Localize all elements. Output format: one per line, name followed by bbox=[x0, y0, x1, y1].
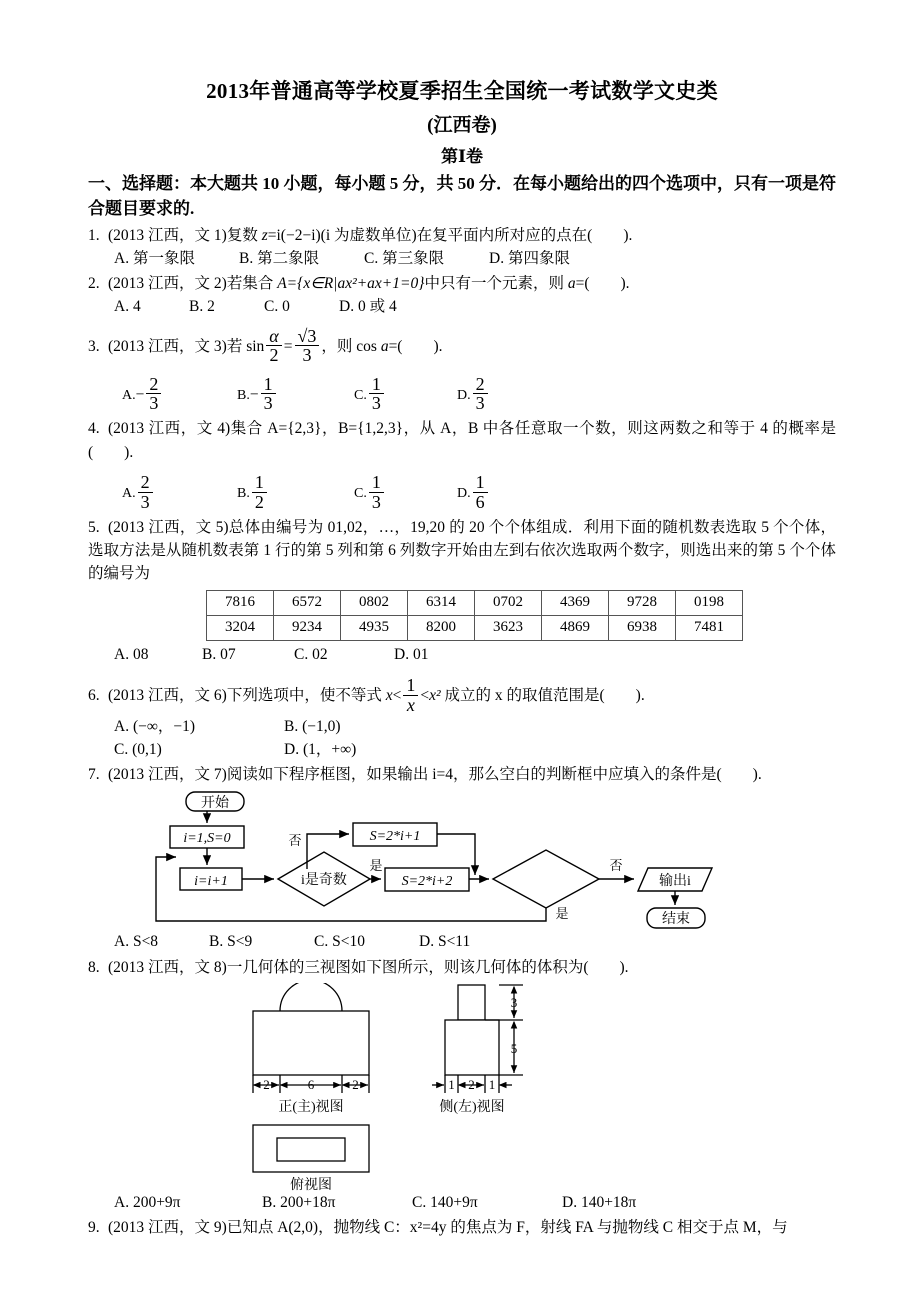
question-1-option-c[interactable]: C. 第三象限 bbox=[364, 249, 445, 267]
flowchart-increment-label: i=i+1 bbox=[194, 874, 228, 890]
table-cell: 6314 bbox=[408, 590, 475, 615]
question-7-option-a[interactable]: A. S<8 bbox=[114, 933, 159, 951]
table-cell: 9234 bbox=[274, 615, 341, 640]
question-3-option-d[interactable]: D. $\frac{2}{3}$ bbox=[457, 375, 490, 414]
question-2-option-c[interactable]: C. 0 bbox=[264, 298, 290, 316]
question-7-option-c[interactable]: C. S<10 bbox=[314, 933, 365, 951]
question-6-lt-2: < bbox=[420, 686, 430, 704]
question-6-stem-post: 成立的 x 的取值范围是( ). bbox=[440, 686, 645, 704]
flowchart-branch-yes-label: 是 bbox=[369, 858, 383, 874]
question-5-option-d[interactable]: D. 01 bbox=[394, 645, 429, 663]
question-6-stem-pre: (2013 江西，文 6)下列选项中，使不等式 bbox=[108, 686, 386, 704]
question-8-option-b[interactable]: B. 200+18π bbox=[262, 1193, 336, 1211]
question-6-options-row-2 bbox=[114, 738, 836, 761]
question-2-variable: a bbox=[567, 275, 576, 293]
question-8-stem: (2013 江西，文 8)一几何体的三视图如下图所示，则该几何体的体积为( ). bbox=[108, 958, 629, 976]
question-3: 3. (2013 江西，文 3)若 sin $\frac{\alpha}{2}$ = $\frac{√3}{3}$ ，则 cos a=( ). bbox=[88, 325, 443, 366]
question-3-fraction-left: $\frac{\alpha}{2}$ bbox=[266, 327, 281, 366]
front-dim-left: 2 bbox=[263, 1076, 270, 1092]
question-5-number: 5. bbox=[88, 518, 100, 536]
question-5-stem: (2013 江西，文 5)总体由编号为 01,02，…，19,20 的 20 个个体组成．利用下面的随机数表选取 5 个个体，选取方法是从随机数表第 1 行的第 5 列和第 6 列数字开始由左到右依次选取两个数字，则选出来的第 5 个个体的编号为 bbox=[88, 518, 836, 583]
section-instructions: 一、选择题：本大题共 10 小题，每小题 5 分，共 50 分．在每小题给出的四个选项中，只有一项是符合题目要求的. bbox=[88, 174, 836, 218]
question-9-stem: (2013 江西，文 9)已知点 A(2,0)，抛物线 C：x²=4y 的焦点为 F，射线 FA 与抛物线 C 相交于点 M，与 bbox=[108, 1219, 788, 1237]
question-3-stem-post: ，则 cos bbox=[321, 337, 381, 355]
question-7-number: 7. bbox=[88, 766, 100, 784]
question-7-stem: (2013 江西，文 7)阅读如下程序框图，如果输出 i=4，那么空白的判断框中应填入的条件是( ). bbox=[108, 766, 762, 784]
question-7 bbox=[88, 763, 836, 786]
table-cell: 3204 bbox=[207, 615, 274, 640]
table-row bbox=[207, 615, 743, 640]
question-6-rhs: x² bbox=[429, 686, 441, 704]
question-4-options bbox=[114, 466, 836, 514]
side-dim-h-left: 1 bbox=[448, 1076, 455, 1092]
question-2-stem-pre: (2013 江西，文 2)若集合 bbox=[108, 275, 278, 293]
question-6-fraction: $\frac{1}{x}$ bbox=[403, 676, 418, 715]
flowchart-decision2-no-label: 否 bbox=[609, 858, 623, 874]
side-view-label: 侧(左)视图 bbox=[439, 1099, 505, 1115]
question-4-option-b[interactable]: B. $\frac{1}{2}$ bbox=[237, 473, 269, 512]
question-6-options-row-1 bbox=[114, 715, 836, 738]
question-3-option-c[interactable]: C. $\frac{1}{3}$ bbox=[354, 375, 386, 414]
question-3-variable: a bbox=[380, 337, 389, 355]
table-cell: 4369 bbox=[542, 590, 609, 615]
table-cell: 8200 bbox=[408, 615, 475, 640]
question-3-fraction-right: $\frac{√3}{3}$ bbox=[295, 327, 320, 366]
question-4-option-c[interactable]: C. $\frac{1}{3}$ bbox=[354, 473, 386, 512]
side-dim-top: 3 bbox=[510, 994, 518, 1010]
question-8-option-a[interactable]: A. 200+9π bbox=[114, 1193, 181, 1211]
question-3-option-b[interactable]: B.− $\frac{1}{3}$ bbox=[237, 375, 278, 414]
flowchart-decision2-yes-label: 是 bbox=[555, 906, 569, 922]
question-7-flowchart bbox=[88, 790, 836, 930]
question-7-options bbox=[114, 930, 836, 953]
question-1-stem-pre: (2013 江西，文 1)复数 bbox=[108, 226, 262, 244]
question-5 bbox=[88, 516, 836, 586]
question-5-option-b[interactable]: B. 07 bbox=[202, 645, 236, 663]
page-title: 2013年普通高等学校夏季招生全国统一考试数学文史类 bbox=[206, 79, 718, 103]
question-6-option-a[interactable]: A. (−∞，−1) bbox=[114, 717, 196, 735]
table-row bbox=[207, 590, 743, 615]
table-cell: 0702 bbox=[475, 590, 542, 615]
table-cell: 0802 bbox=[341, 590, 408, 615]
table-cell: 9728 bbox=[609, 590, 676, 615]
table-cell: 7481 bbox=[676, 615, 743, 640]
front-dim-center: 6 bbox=[307, 1076, 315, 1092]
flowchart-end-label: 结束 bbox=[662, 912, 690, 928]
question-7-option-b[interactable]: B. S<9 bbox=[209, 933, 253, 951]
flowchart-init-label: i=1,S=0 bbox=[183, 831, 231, 847]
three-views-svg bbox=[246, 983, 666, 1195]
table-cell: 4869 bbox=[542, 615, 609, 640]
question-8-three-views bbox=[88, 983, 836, 1195]
question-5-options bbox=[114, 643, 836, 666]
question-8 bbox=[88, 956, 836, 979]
question-1-options bbox=[114, 247, 836, 270]
question-4 bbox=[88, 417, 836, 464]
random-number-table-wrapper bbox=[206, 590, 836, 641]
table-cell: 3623 bbox=[475, 615, 542, 640]
random-number-table bbox=[206, 590, 743, 641]
question-6-option-b[interactable]: B. (−1,0) bbox=[284, 717, 341, 735]
question-7-option-d[interactable]: D. S<11 bbox=[419, 933, 471, 951]
question-6-lt-1: < bbox=[392, 686, 402, 704]
table-cell: 4935 bbox=[341, 615, 408, 640]
question-4-option-d[interactable]: D. $\frac{1}{6}$ bbox=[457, 473, 490, 512]
question-1-number: 1. bbox=[88, 226, 100, 244]
question-5-option-a[interactable]: A. 08 bbox=[114, 645, 149, 663]
question-2-option-d[interactable]: D. 0 或 4 bbox=[339, 298, 397, 316]
question-1-option-a[interactable]: A. 第一象限 bbox=[114, 249, 195, 267]
question-2-stem-post: 中只有一个元素，则 bbox=[424, 275, 568, 293]
page-content bbox=[88, 0, 836, 1239]
question-1-option-d[interactable]: D. 第四象限 bbox=[489, 249, 570, 267]
question-2-number: 2. bbox=[88, 275, 100, 293]
question-6-number: 6. bbox=[88, 686, 100, 704]
section-label: 第Ⅰ卷 bbox=[441, 147, 483, 167]
table-cell: 6938 bbox=[609, 615, 676, 640]
flowchart-decision1-label: i是奇数 bbox=[301, 873, 347, 889]
front-view-label: 正(主)视图 bbox=[278, 1099, 344, 1115]
question-4-number: 4. bbox=[88, 420, 100, 438]
question-6-lhs: x bbox=[385, 686, 393, 704]
table-cell: 7816 bbox=[207, 590, 274, 615]
question-9 bbox=[88, 1216, 836, 1239]
question-5-option-c[interactable]: C. 02 bbox=[294, 645, 328, 663]
question-3-option-a[interactable]: A.− $\frac{2}{3}$ bbox=[122, 375, 163, 414]
flowchart-svg bbox=[148, 790, 788, 930]
question-3-stem-tail: =( ). bbox=[388, 337, 443, 355]
question-3-number: 3. bbox=[88, 337, 100, 355]
question-4-option-a[interactable]: A. $\frac{2}{3}$ bbox=[122, 473, 155, 512]
side-dim-bottom: 5 bbox=[510, 1040, 518, 1056]
question-6 bbox=[88, 676, 836, 715]
page-subtitle: (江西卷) bbox=[427, 115, 497, 137]
question-2-option-a[interactable]: A. 4 bbox=[114, 298, 141, 316]
side-dim-h-center: 2 bbox=[468, 1076, 475, 1092]
flowchart-process-odd-label: S=2*i+1 bbox=[369, 829, 421, 845]
flowchart-branch-no-label: 否 bbox=[288, 833, 302, 849]
question-9-number: 9. bbox=[88, 1219, 100, 1237]
front-dim-right: 2 bbox=[352, 1076, 359, 1092]
flowchart-output-label: 输出i bbox=[659, 874, 691, 890]
question-8-option-c[interactable]: C. 140+9π bbox=[412, 1193, 478, 1211]
flowchart-start-label: 开始 bbox=[201, 796, 229, 812]
question-1-variable: z bbox=[261, 226, 268, 244]
flowchart-process-even-label: S=2*i+2 bbox=[401, 874, 453, 890]
question-1-stem-post: =i(−2−i)(i 为虚数单位)在复平面内所对应的点在( ). bbox=[267, 226, 633, 244]
table-cell: 6572 bbox=[274, 590, 341, 615]
question-8-option-d[interactable]: D. 140+18π bbox=[562, 1193, 637, 1211]
question-6-option-c[interactable]: C. (0,1) bbox=[114, 740, 162, 758]
side-dim-h-right: 1 bbox=[488, 1076, 496, 1092]
question-2-set-expression: A={x∈R|ax²+ax+1=0} bbox=[277, 275, 425, 293]
question-4-stem: (2013 江西，文 4)集合 A={2,3}，B={1,2,3}，从 A，B 中各任意取一个数，则这两数之和等于 4 的概率是( ). bbox=[88, 420, 836, 461]
question-2-options bbox=[114, 295, 836, 318]
top-view-label: 俯视图 bbox=[290, 1177, 332, 1193]
question-1-option-b[interactable]: B. 第二象限 bbox=[239, 249, 320, 267]
question-2-stem-tail: =( ). bbox=[575, 275, 630, 293]
question-1 bbox=[88, 224, 836, 247]
question-2 bbox=[88, 272, 836, 295]
question-3-stem-pre: (2013 江西，文 3)若 sin bbox=[108, 337, 265, 355]
question-6-option-d[interactable]: D. (1，+∞) bbox=[284, 740, 357, 758]
question-8-number: 8. bbox=[88, 958, 100, 976]
table-cell: 0198 bbox=[676, 590, 743, 615]
question-2-option-b[interactable]: B. 2 bbox=[189, 298, 215, 316]
question-3-options bbox=[114, 367, 836, 415]
